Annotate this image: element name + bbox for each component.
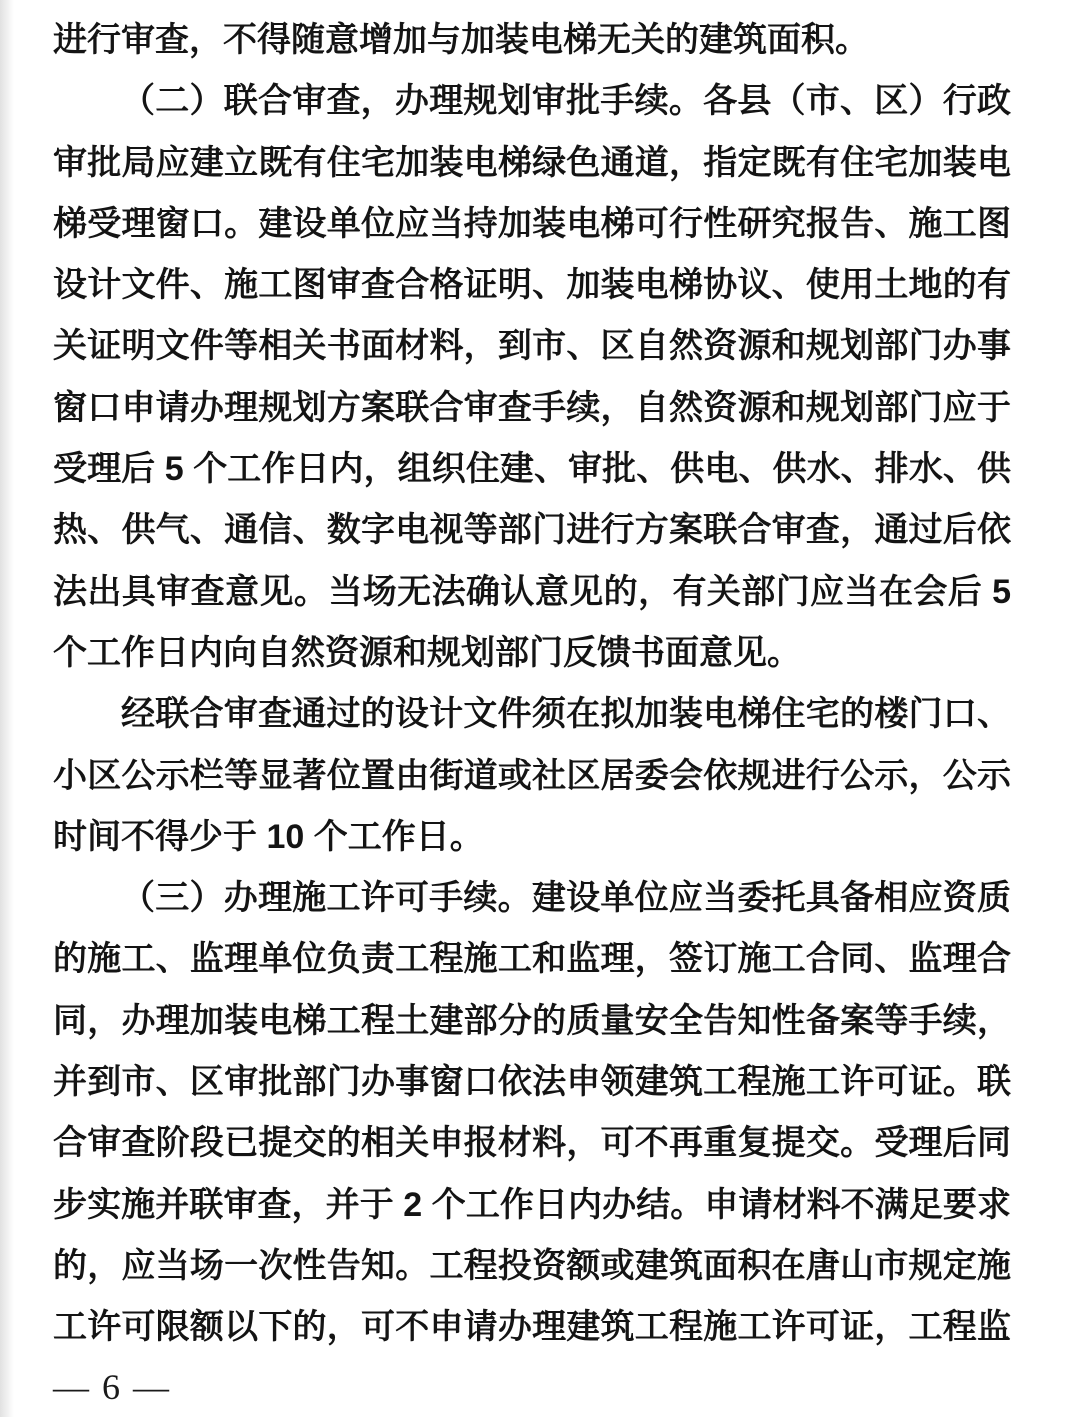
page-left-edge-shadow xyxy=(0,0,14,1417)
text-line: 进行审查，不得随意增加与加装电梯无关的建筑面积。 xyxy=(53,21,869,59)
text-line: （三）办理施工许可手续。建设单位应当委托具备相应资质 xyxy=(121,879,1011,918)
text-line: 经联合审查通过的设计文件须在拟加装电梯住宅的楼门口、 xyxy=(121,695,1011,734)
text-line: 同，办理加装电梯工程土建部分的质量安全告知性备案等手续， xyxy=(53,1001,1011,1040)
text-line: 的施工、监理单位负责工程施工和监理，签订施工合同、监理合 xyxy=(53,940,1011,979)
text-line: 合审查阶段已提交的相关申报材料，可不再重复提交。受理后同 xyxy=(53,1124,1011,1163)
text-line: 审批局应建立既有住宅加装电梯绿色通道，指定既有住宅加装电 xyxy=(53,143,1011,182)
document-body xyxy=(53,10,1011,1359)
text-line: 步实施并联审查，并于 2 个工作日内办结。申请材料不满足要求 xyxy=(53,1185,1011,1224)
text-line: 时间不得少于 10 个工作日。 xyxy=(53,817,484,856)
text-line: （二）联合审查，办理规划审批手续。各县（市、区）行政 xyxy=(121,82,1011,121)
text-line: 热、供气、通信、数字电视等部门进行方案联合审查，通过后依 xyxy=(53,511,1011,550)
text-line: 受理后 5 个工作日内，组织住建、审批、供电、供水、排水、供 xyxy=(53,450,1011,489)
text-line: 工许可限额以下的，可不申请办理建筑工程施工许可证，工程监 xyxy=(53,1308,1011,1347)
text-line: 的，应当场一次性告知。工程投资额或建筑面积在唐山市规定施 xyxy=(53,1246,1011,1285)
text-line: 个工作日内向自然资源和规划部门反馈书面意见。 xyxy=(53,633,801,672)
text-line: 设计文件、施工图审查合格证明、加装电梯协议、使用土地的有 xyxy=(53,266,1011,305)
text-line: 并到市、区审批部门办事窗口依法申领建筑工程施工许可证。联 xyxy=(53,1063,1011,1102)
text-line: 关证明文件等相关书面材料，到市、区自然资源和规划部门办事 xyxy=(53,327,1011,366)
text-line: 梯受理窗口。建设单位应当持加装电梯可行性研究报告、施工图 xyxy=(53,204,1011,243)
page-number: — 6 — xyxy=(53,1367,171,1407)
text-line: 小区公示栏等显著位置由街道或社区居委会依规进行公示，公示 xyxy=(53,756,1011,795)
text-line: 法出具审查意见。当场无法确认意见的，有关部门应当在会后 5 xyxy=(53,572,1011,611)
text-line: 窗口申请办理规划方案联合审查手续，自然资源和规划部门应于 xyxy=(53,388,1011,427)
